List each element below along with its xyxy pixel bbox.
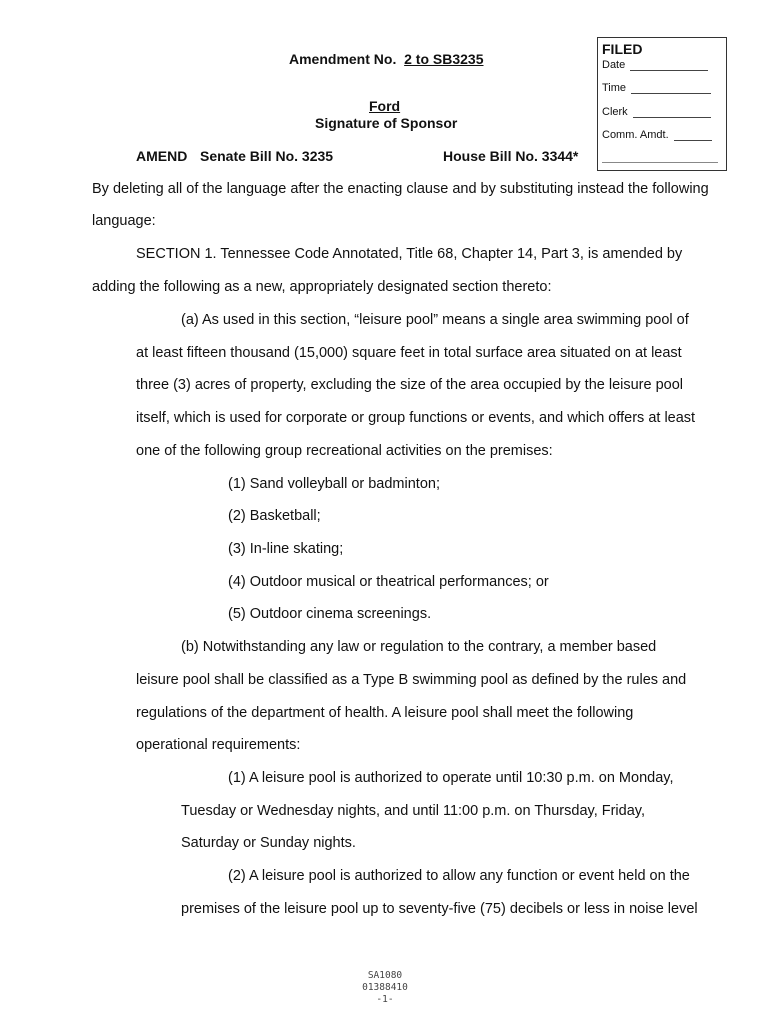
body-line-4: adding the following as a new, appropriately designated section thereto: — [92, 279, 552, 295]
body-line-21: Saturday or Sunday nights. — [181, 835, 356, 851]
filed-time-label: Time — [602, 82, 627, 94]
body-line-11: (2) Basketball; — [228, 508, 321, 524]
amendment-prefix: Amendment No. — [289, 51, 397, 67]
sponsor-name: Ford — [369, 98, 401, 114]
body-line-10: (1) Sand volleyball or badminton; — [228, 476, 440, 492]
filed-extra-blank — [602, 162, 718, 163]
filed-comm-amdt-field — [602, 129, 712, 141]
amend-label: AMEND — [136, 148, 188, 164]
footer-code-2: 01388410 — [362, 982, 408, 993]
filed-date-label: Date — [602, 59, 626, 71]
body-line-18: operational requirements: — [136, 737, 301, 753]
filed-comm-amdt-label: Comm. Amdt. — [602, 129, 669, 141]
body-line-23: premises of the leisure pool up to seventy-five (75) decibels or less in noise level — [181, 901, 698, 917]
filed-box — [597, 37, 727, 171]
body-line-16: leisure pool shall be classified as a Type B swimming pool as defined by the rules and — [136, 672, 687, 688]
body-line-3: SECTION 1. Tennessee Code Annotated, Title 68, Chapter 14, Part 3, is amended by — [136, 246, 683, 262]
body-line-12: (3) In-line skating; — [228, 541, 344, 557]
body-line-1: By deleting all of the language after the enacting clause and by substituting instead the following — [92, 181, 709, 197]
filed-clerk-field — [602, 106, 711, 118]
footer-code-1: SA1080 — [367, 970, 403, 981]
filed-time-field — [602, 82, 711, 94]
body-line-15: (b) Notwithstanding any law or regulation to the contrary, a member based — [181, 639, 657, 655]
body-line-9: one of the following group recreational activities on the premises: — [136, 443, 553, 459]
body-line-20: Tuesday or Wednesday nights, and until 11:00 p.m. on Thursday, Friday, — [181, 803, 645, 819]
senate-bill-number: Senate Bill No. 3235 — [200, 148, 334, 164]
filed-date-field — [602, 59, 708, 71]
amendment-reference: 2 to SB3235 — [404, 51, 484, 67]
page-number: -1- — [376, 994, 394, 1005]
body-line-14: (5) Outdoor cinema screenings. — [228, 606, 432, 622]
filed-clerk-blank — [633, 106, 711, 118]
body-line-22: (2) A leisure pool is authorized to allow any function or event held on the — [228, 868, 690, 884]
filed-clerk-label: Clerk — [602, 106, 628, 118]
body-line-8: itself, which is used for corporate or group functions or events, and which offers at least — [136, 410, 696, 426]
body-line-2: language: — [92, 213, 156, 229]
body-line-7: three (3) acres of property, excluding the size of the area occupied by the leisure pool — [136, 377, 684, 393]
body-line-13: (4) Outdoor musical or theatrical performances; or — [228, 574, 549, 590]
filed-time-blank — [631, 82, 711, 94]
house-bill-number: House Bill No. 3344* — [443, 148, 579, 164]
body-line-19: (1) A leisure pool is authorized to operate until 10:30 p.m. on Monday, — [228, 770, 674, 786]
body-line-5: (a) As used in this section, “leisure pool” means a single area swimming pool of — [181, 312, 689, 328]
body-line-6: at least fifteen thousand (15,000) square feet in total surface area situated on at least — [136, 345, 682, 361]
sponsor-caption: Signature of Sponsor — [315, 115, 458, 131]
amendment-title — [289, 51, 484, 67]
filed-date-blank — [630, 59, 708, 71]
body-line-17: regulations of the department of health. A leisure pool shall meet the following — [136, 705, 634, 721]
filed-comm-amdt-blank — [674, 129, 712, 141]
filed-title: FILED — [602, 41, 643, 57]
